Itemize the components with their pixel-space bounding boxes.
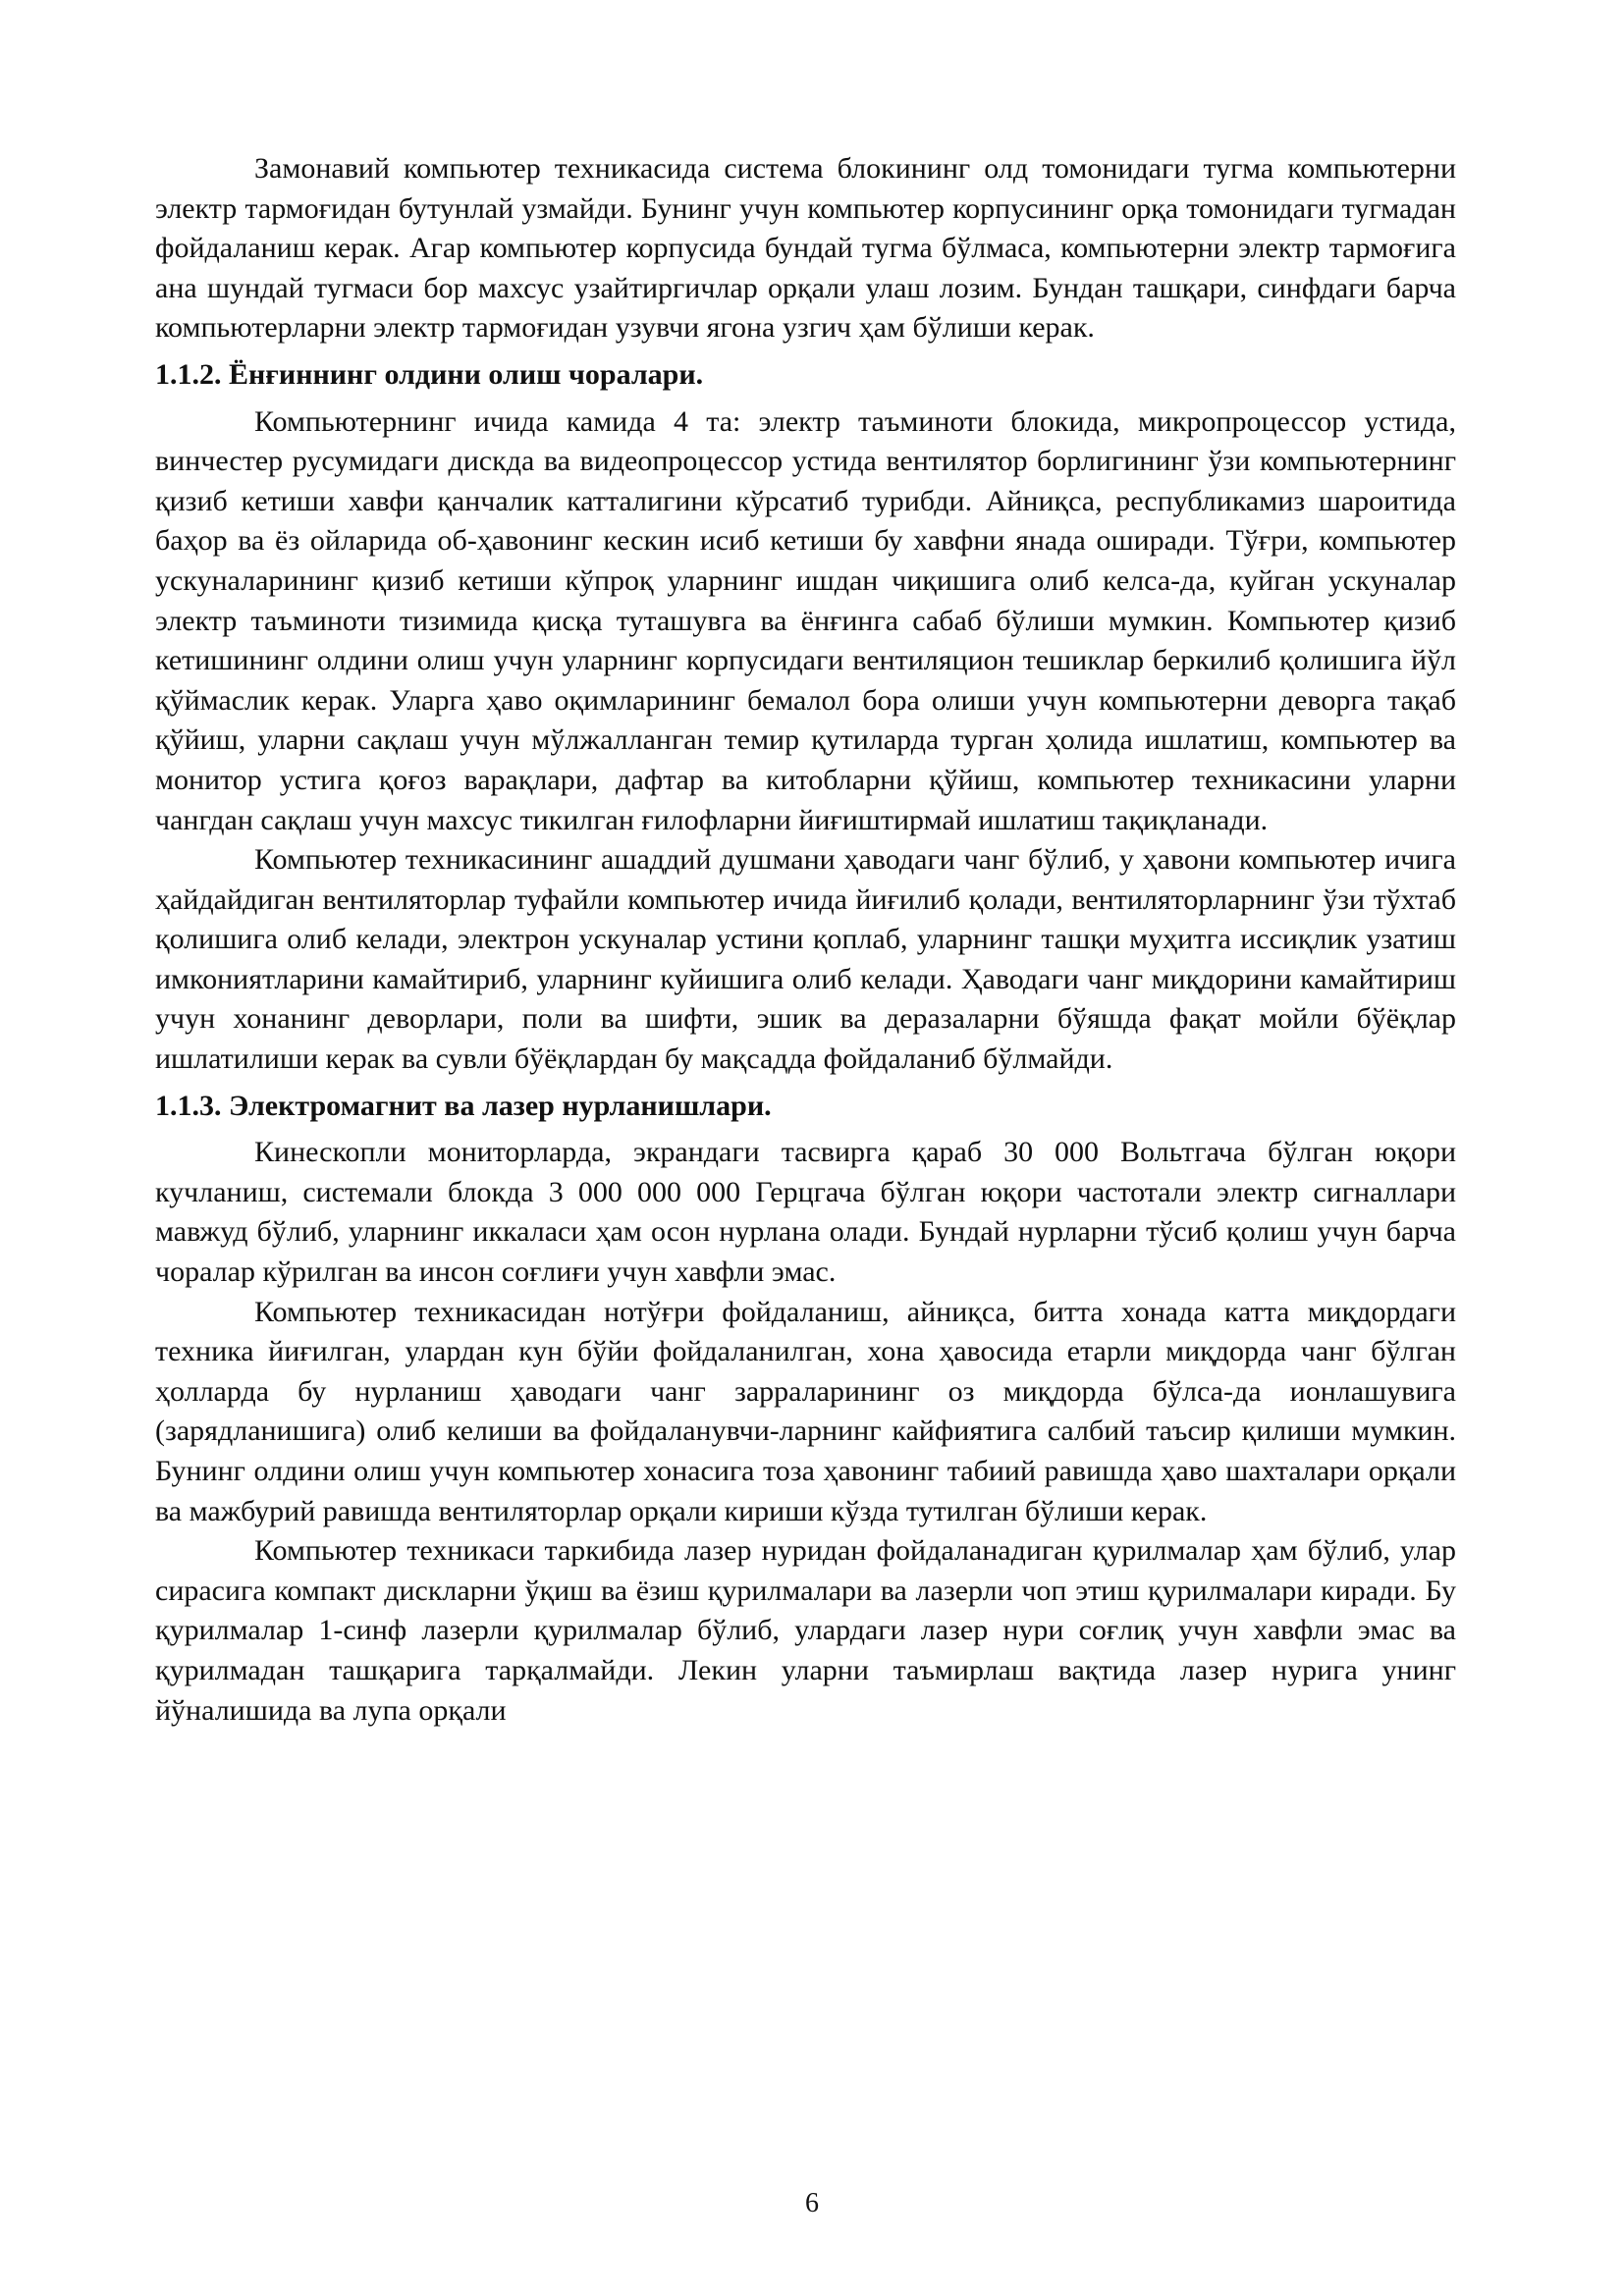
paragraph: Компьютер техникасининг ашаддий душмани ҳаводаги чанг бўлиб, у ҳавони компьютер ичига ҳайдайдиган вентиляторлар туфайли компьютер ичида йиғилиб қолади, вентиляторларнинг ўзи тўхтаб қолишига олиб келади, электрон ускуналар устини қоплаб, уларнинг ташқи муҳитга иссиқлик узатиш имкониятларини камайтириб, уларнинг куйишига олиб келади. Ҳаводаги чанг миқдорини камайтириш учун хонанинг деворлари, поли ва шифти, эшик ва деразаларни бўяшда фақат мойли бўёқлар ишлатилиши керак ва сувли бўёқлардан бу мақсадда фойдаланиб бўлмайди. [155, 843, 1456, 1076]
document-body [155, 149, 1456, 1731]
page-number: 6 [805, 2188, 819, 2218]
paragraph: Компьютер техникасидан нотўғри фойдаланиш, айниқса, битта хонада катта миқдордаги техника йиғилган, улардан кун бўйи фойдаланилган, хона ҳавосида етарли миқдорда чанг бўлган ҳолларда бу нурланиш ҳаводаги чанг зарраларининг оз миқдорда бўлса-да ионлашувига (зарядланишига) олиб келиши ва фойдаланувчи-ларнинг кайфиятига салбий таъсир қилиши мумкин. Бунинг олдини олиш учун компьютер хонасига тоза ҳавонинг табиий равишда ҳаво шахталари орқали ва мажбурий равишда вентиляторлар орқали кириши кўзда тутилган бўлиши керак. [155, 1295, 1456, 1527]
section-heading: 1.1.2. Ёнғиннинг олдини олиш чоралари. [155, 357, 704, 391]
paragraph: Компьютер техникаси таркибида лазер нуридан фойдаланадиган қурилмалар ҳам бўлиб, улар сирасига компакт дискларни ўқиш ва ёзиш қурилмалари ва лазерли чоп этиш қурилмалари киради. Бу қурилмалар 1-синф лазерли қурилмалар бўлиб, улардаги лазер нури соғлиқ учун хавфли эмас ва қурилмадан ташқарига тарқалмайди. Лекин уларни таъмирлаш вақтида лазер нурига унинг йўналишида ва лупа орқали [155, 1534, 1456, 1727]
paragraph: Кинескопли мониторларда, экрандаги тасвирга қараб 30 000 Вольтгача бўлган юқори кучланиш, системали блокда 3 000 000 000 Герцгача бўлган юқори частотали электр сигналлари мавжуд бўлиб, уларнинг иккаласи ҳам осон нурлана олади. Бундай нурларни тўсиб қолиш учун барча чоралар кўрилган ва инсон соғлиғи учун хавфли эмас. [155, 1136, 1456, 1289]
paragraph: Замонавий компьютер техникасида система блокининг олд томонидаги тугма компьютерни электр тармоғидан бутунлай узмайди. Бунинг учун компьютер корпусининг орқа томонидаги тугмадан фойдаланиш керак. Агар компьютер корпусида бундай тугма бўлмаса, компьютерни электр тармоғига ана шундай тугмаси бор махсус узайтиргичлар орқали улаш лозим. Бундан ташқари, синфдаги барча компьютерларни электр тармоғидан узувчи ягона узгич ҳам бўлиши керак. [155, 152, 1456, 345]
paragraph: Компьютернинг ичида камида 4 та: электр таъминоти блокида, микропроцессор устида, винчестер русумидаги дискда ва видеопроцессор устида вентилятор борлигининг ўзи компьютернинг қизиб кетиши хавфи қанчалик катталигини кўрсатиб турибди. Айниқса, республикамиз шароитида баҳор ва ёз ойларида об-ҳавонинг кескин исиб кетиши бу хавфни янада оширади. Тўғри, компьютер ускуналарининг қизиб кетиши кўпроқ уларнинг ишдан чиқишига олиб келса-да, куйган ускуналар электр таъминоти тизимида қисқа туташувга ва ёнғинга сабаб бўлиши мумкин. Компьютер қизиб кетишининг олдини олиш учун уларнинг корпусидаги вентиляцион тешиклар беркилиб қолишига йўл қўймаслик керак. Уларга ҳаво оқимларининг бемалол бора олиши учун компьютерни деворга тақаб қўйиш, уларни сақлаш учун мўлжалланган темир қутиларда турган ҳолида ишлатиш, компьютер ва монитор устига қоғоз варақлари, дафтар ва китобларни қўйиш, компьютер техникасини уларни чангдан сақлаш учун махсус тикилган ғилофларни йиғиштирмай ишлатиш тақиқланади. [155, 404, 1456, 836]
section-heading: 1.1.3. Электромагнит ва лазер нурланишлари. [155, 1089, 772, 1122]
